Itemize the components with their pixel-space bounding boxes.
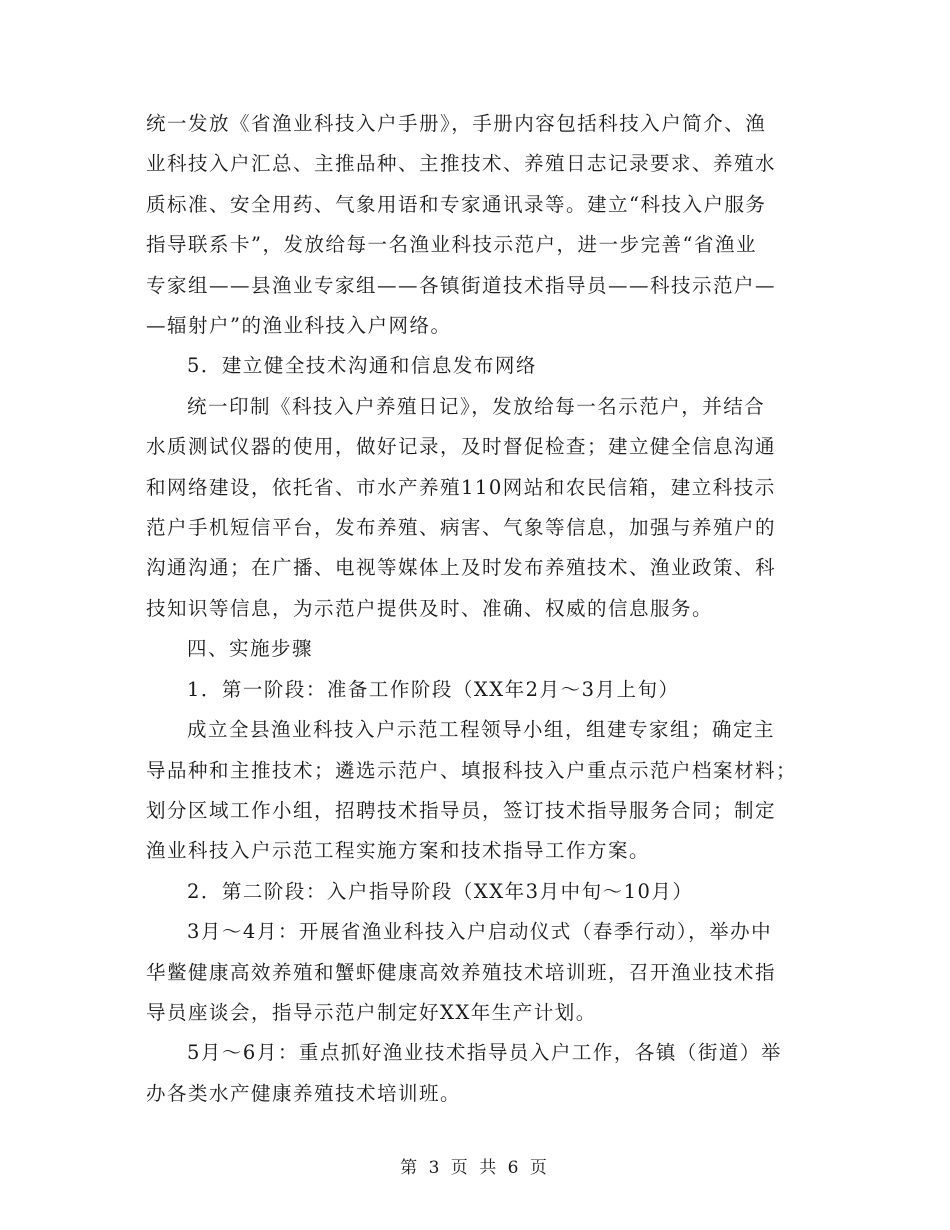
- text-line: 水质测试仪器的使用，做好记录，及时督促检查；建立健全信息沟通: [146, 435, 777, 459]
- stage-heading-1: 1．第一阶段：准备工作阶段（XX年2月～3月上旬）: [187, 677, 680, 701]
- paragraph-manual: [146, 104, 806, 346]
- text-line: 导品种和主推技术；遴选示范户、填报科技入户重点示范户档案材料；: [146, 758, 798, 782]
- text-line: 质标准、安全用药、气象用语和专家通讯录等。建立“科技入户服务: [146, 192, 767, 216]
- text-line: 和网络建设，依托省、市水产养殖110网站和农民信箱，建立科技示: [146, 475, 776, 499]
- text-line: 指导联系卡”，发放给每一名渔业科技示范户，进一步完善“省渔业: [146, 233, 757, 257]
- text-line: 沟通沟通；在广播、电视等媒体上及时发布养殖技术、渔业政策、科: [146, 556, 777, 580]
- text-line: 业科技入户汇总、主推品种、主推技术、养殖日志记录要求、养殖水: [146, 152, 777, 176]
- text-line: 5月～6月：重点抓好渔业技术指导员入户工作，各镇（街道）举: [187, 1041, 782, 1065]
- document-body: [146, 104, 806, 1114]
- text-line: 成立全县渔业科技入户示范工程领导小组，组建专家组；确定主: [187, 718, 776, 742]
- text-line: —辐射户”的渔业科技入户网络。: [146, 314, 452, 338]
- paragraph-may-june: [146, 1033, 806, 1114]
- section-heading-5: 5．建立健全技术沟通和信息发布网络: [187, 354, 537, 378]
- page-footer: 第 3 页 共 6 页: [400, 1158, 550, 1178]
- text-line: 办各类水产健康养殖技术培训班。: [146, 1081, 462, 1105]
- text-line: 导员座谈会，指导示范户制定好XX年生产计划。: [146, 1000, 597, 1024]
- text-line: 华鳖健康高效养殖和蟹虾健康高效养殖技术培训班，召开渔业技术指: [146, 960, 777, 984]
- stage-heading-2: 2．第二阶段：入户指导阶段（XX年3月中旬～10月）: [187, 879, 694, 903]
- paragraph-march-april: [146, 912, 806, 1033]
- text-line: 专家组——县渔业专家组——各镇街道技术指导员——科技示范户—: [146, 273, 777, 297]
- paragraph-stage-1: [146, 710, 806, 872]
- text-line: 3月～4月：开展省渔业科技入户启动仪式（春季行动），举办中: [187, 920, 773, 944]
- text-line: 划分区域工作小组，招聘技术指导员，签订技术指导服务合同；制定: [146, 798, 777, 822]
- paragraph-network: [146, 387, 806, 629]
- text-line: 渔业科技入户示范工程实施方案和技术指导工作方案。: [146, 839, 651, 863]
- text-line: 范户手机短信平台，发布养殖、病害、气象等信息，加强与养殖户的: [146, 516, 777, 540]
- text-line: 技知识等信息，为示范户提供及时、准确、权威的信息服务。: [146, 596, 714, 620]
- section-heading-4: 四、实施步骤: [187, 637, 314, 661]
- text-line: 统一印制《科技入户养殖日记》，发放给每一名示范户，并结合: [187, 394, 766, 418]
- text-line: 统一发放《省渔业科技入户手册》，手册内容包括科技入户简介、渔: [146, 112, 767, 135]
